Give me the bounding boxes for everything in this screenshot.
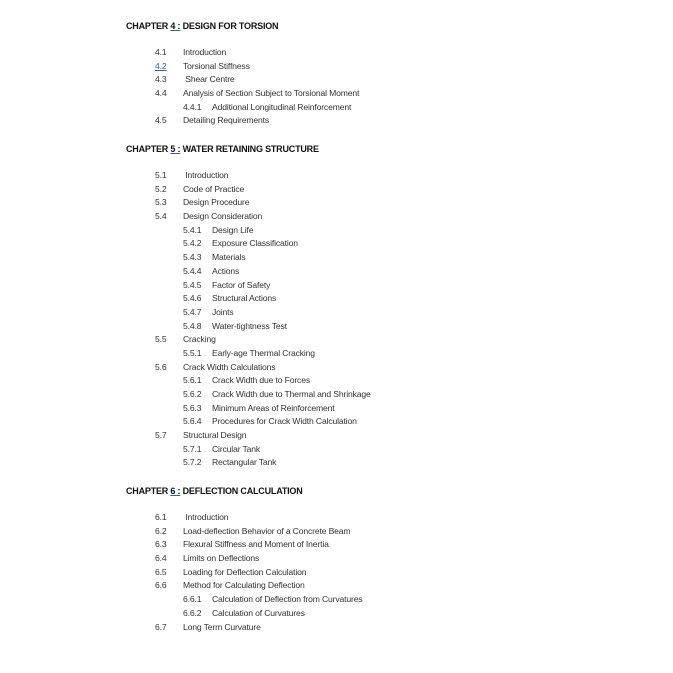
section-number: 5.7.1 [183,443,202,454]
section-number: 5.6.1 [183,375,202,386]
chapter-prefix: CHAPTER [126,486,171,496]
toc-section-entry[interactable] [126,210,319,224]
section-title: Structural Design [183,430,247,441]
section-number: 5.4.6 [183,293,202,304]
toc-section-entry[interactable] [126,87,360,101]
section-number: 4.5 [155,115,167,126]
toc-subsection-entry[interactable] [126,347,319,361]
chapter-number-link[interactable]: 4 : [170,21,181,31]
section-number: 5.4.8 [183,320,202,331]
section-title: Exposure Classification [212,238,298,249]
section-number: 6.6 [155,580,167,591]
section-number: 6.4 [155,553,167,564]
toc-section-entry[interactable] [126,183,319,197]
section-number: 4.4 [155,88,167,99]
section-title: Introduction [183,512,229,522]
section-title: Rectangular Tank [212,457,277,468]
section-number: 5.6.4 [183,416,202,427]
chapter-heading [126,19,278,33]
toc-subsection-entry[interactable] [126,374,319,388]
chapter-title: DEFLECTION CALCULATION [180,486,303,496]
toc-subsection-entry[interactable] [126,402,335,416]
section-number: 5.1 [155,170,167,180]
toc-list [126,46,360,128]
section-number: 4.4.1 [183,101,202,112]
section-title: Limits on Deflections [183,553,260,564]
section-number: 6.6.2 [183,607,202,618]
section-title: Analysis of Section Subject to Torsional Moment [183,88,360,99]
section-title: Materials [212,252,246,263]
toc-section-entry[interactable] [126,114,278,128]
toc-section-entry[interactable] [126,361,319,375]
toc-section-entry[interactable] [126,333,319,347]
toc-subsection-entry[interactable] [126,388,371,402]
section-number: 5.2 [155,183,167,194]
section-number: 5.3 [155,197,167,208]
section-title: Detailing Requirements [183,115,270,126]
section-title: Torsional Stiffness [183,60,250,71]
section-number: 6.6.1 [183,594,202,605]
section-title: Structural Actions [212,293,277,304]
section-title: Circular Tank [212,443,261,454]
toc-section-entry[interactable] [126,429,319,443]
section-title: Shear Centre [183,74,235,85]
section-title: Load-deflection Behavior of a Concrete Beam [183,525,351,536]
section-number: 5.6 [155,361,167,372]
chapter-number-link[interactable]: 6 : [170,486,181,496]
section-number: 5.7 [155,430,167,441]
section-title: Crack Width due to Forces [212,375,310,386]
toc-subsection-entry[interactable] [126,251,319,265]
toc-section-entry[interactable] [126,579,303,593]
chapter-5 [126,142,371,470]
section-number: 5.7.2 [183,457,202,468]
section-number[interactable]: 4.2 [155,60,167,71]
section-number: 6.3 [155,539,167,550]
toc-section-entry[interactable] [126,525,351,539]
section-title: Flexural Stiffness and Moment of Inertia [183,539,329,550]
toc-section-entry[interactable] [126,552,303,566]
toc-subsection-entry[interactable] [126,456,319,470]
toc-subsection-entry[interactable] [126,292,319,306]
section-title: Water-tightness Test [212,320,287,331]
toc-subsection-entry[interactable] [126,443,319,457]
toc-subsection-entry[interactable] [126,306,319,320]
toc-subsection-entry[interactable] [126,415,357,429]
section-number: 6.2 [155,525,167,536]
section-number: 5.4.4 [183,265,202,276]
section-number: 5.5.1 [183,347,202,358]
section-title: Calculation of Curvatures [212,607,305,618]
section-number: 6.1 [155,512,167,522]
section-title: Crack Width due to Thermal and Shrinkage [212,389,371,399]
section-title: Calculation of Deflection from Curvatures [212,594,363,605]
section-title: Actions [212,265,240,276]
chapter-heading [126,142,319,156]
section-number: 5.4.3 [183,252,202,263]
section-number: 5.4.2 [183,238,202,249]
chapter-6 [126,484,363,634]
toc-section-entry[interactable] [126,538,329,552]
chapter-4 [126,19,360,128]
toc-subsection-entry[interactable] [126,279,319,293]
toc-subsection-entry[interactable] [126,593,363,607]
section-title: Design Life [212,224,254,235]
toc-subsection-entry[interactable] [126,607,303,621]
section-number: 5.4.5 [183,279,202,290]
section-title: Design Procedure [183,197,250,208]
toc-subsection-entry[interactable] [126,224,319,238]
toc-section-entry[interactable] [126,566,307,580]
toc-subsection-entry[interactable] [126,101,352,115]
section-number: 5.4.7 [183,306,202,317]
toc-section-entry[interactable] [126,621,303,635]
section-title: Joints [212,306,234,317]
section-title: Introduction [183,47,227,57]
toc-section-entry[interactable] [126,60,278,74]
section-title: Method for Calculating Deflection [183,580,305,591]
section-title: Code of Practice [183,183,245,194]
section-number: 5.4.1 [183,224,202,235]
chapter-number-link[interactable]: 5 : [170,144,181,154]
section-title: Factor of Safety [212,279,271,290]
chapter-title: DESIGN FOR TORSION [180,21,279,31]
section-title: Design Consideration [183,211,263,222]
toc-section-entry[interactable] [126,196,319,210]
section-number: 5.6.2 [183,389,202,399]
toc-section-entry[interactable] [126,511,303,525]
section-number: 6.7 [155,621,167,632]
toc-subsection-entry[interactable] [126,237,319,251]
section-title: Additional Longitudinal Reinforcement [212,101,352,112]
toc-subsection-entry[interactable] [126,320,319,334]
section-number: 6.5 [155,566,167,577]
toc-list [126,169,371,470]
section-title: Crack Width Calculations [183,361,276,372]
section-title: Early-age Thermal Cracking [212,347,315,358]
section-title: Procedures for Crack Width Calculation [212,416,357,427]
section-title: Introduction [183,170,229,180]
toc-section-entry[interactable] [126,73,278,87]
section-number: 4.3 [155,74,167,85]
toc-subsection-entry[interactable] [126,265,319,279]
toc-section-entry[interactable] [126,46,278,60]
section-number: 5.6.3 [183,402,202,413]
chapter-prefix: CHAPTER [126,144,171,154]
chapter-title: WATER RETAINING STRUCTURE [180,144,319,154]
toc-section-entry[interactable] [126,169,319,183]
chapter-heading [126,484,303,498]
chapter-prefix: CHAPTER [126,21,171,31]
section-number: 5.5 [155,334,167,345]
section-title: Cracking [183,334,216,345]
section-title: Loading for Deflection Calculation [183,566,307,577]
toc-list [126,511,363,634]
section-number: 4.1 [155,47,167,57]
section-title: Long Term Curvature [183,621,261,632]
section-title: Minimum Areas of Reinforcement [212,402,335,413]
section-number: 5.4 [155,211,167,222]
